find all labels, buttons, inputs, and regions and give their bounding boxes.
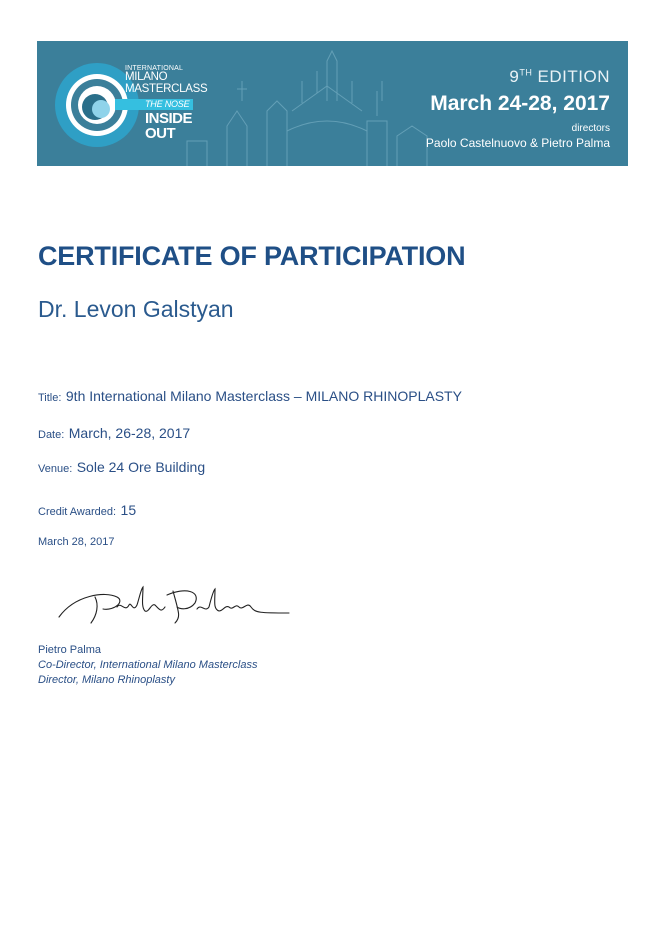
credit-field — [38, 502, 136, 520]
logo-line2: MILANO — [125, 71, 168, 83]
date-field — [38, 425, 190, 443]
title-field — [38, 388, 462, 406]
venue-label: Venue: — [38, 463, 73, 475]
signatory-role-2: Director, Milano Rhinoplasty — [38, 674, 175, 686]
edition-label — [509, 67, 610, 87]
recipient-name: Dr. Levon Galstyan — [38, 296, 234, 322]
title-label: Title: — [38, 392, 62, 404]
date-label: Date: — [38, 429, 65, 441]
credit-value: 15 — [120, 502, 137, 518]
directors-label: directors — [571, 123, 610, 134]
issue-date: March 28, 2017 — [38, 536, 115, 548]
signatory-role-1: Co-Director, International Milano Masterclass — [38, 659, 258, 671]
signatory-block — [38, 643, 257, 688]
directors-names: Paolo Castelnuovo & Pietro Palma — [425, 136, 610, 150]
venue-value: Sole 24 Ore Building — [76, 459, 206, 475]
logo-tag1: THE NOSE — [115, 99, 193, 110]
logo-tag3: OUT — [145, 125, 176, 142]
certificate-heading: CERTIFICATE OF PARTICIPATION — [38, 241, 466, 271]
event-dates: March 24-28, 2017 — [430, 92, 610, 115]
logo-wordmark — [115, 65, 207, 141]
edition-word: EDITION — [532, 67, 610, 86]
signatory-name: Pietro Palma — [38, 644, 101, 656]
handwritten-signature — [55, 583, 290, 631]
venue-field — [38, 459, 205, 477]
edition-number: 9 — [509, 67, 520, 86]
title-value: 9th International Milano Masterclass – MILANO RHINOPLASTY — [65, 388, 462, 404]
logo-line3: MASTERCLASS — [125, 82, 208, 95]
logo-tag2: INSIDE — [145, 110, 193, 127]
credit-label: Credit Awarded: — [38, 506, 117, 518]
event-banner — [37, 41, 628, 166]
date-value: March, 26-28, 2017 — [68, 425, 191, 441]
edition-suffix: TH — [519, 67, 533, 78]
logo-line1: INTERNATIONAL — [125, 65, 184, 72]
